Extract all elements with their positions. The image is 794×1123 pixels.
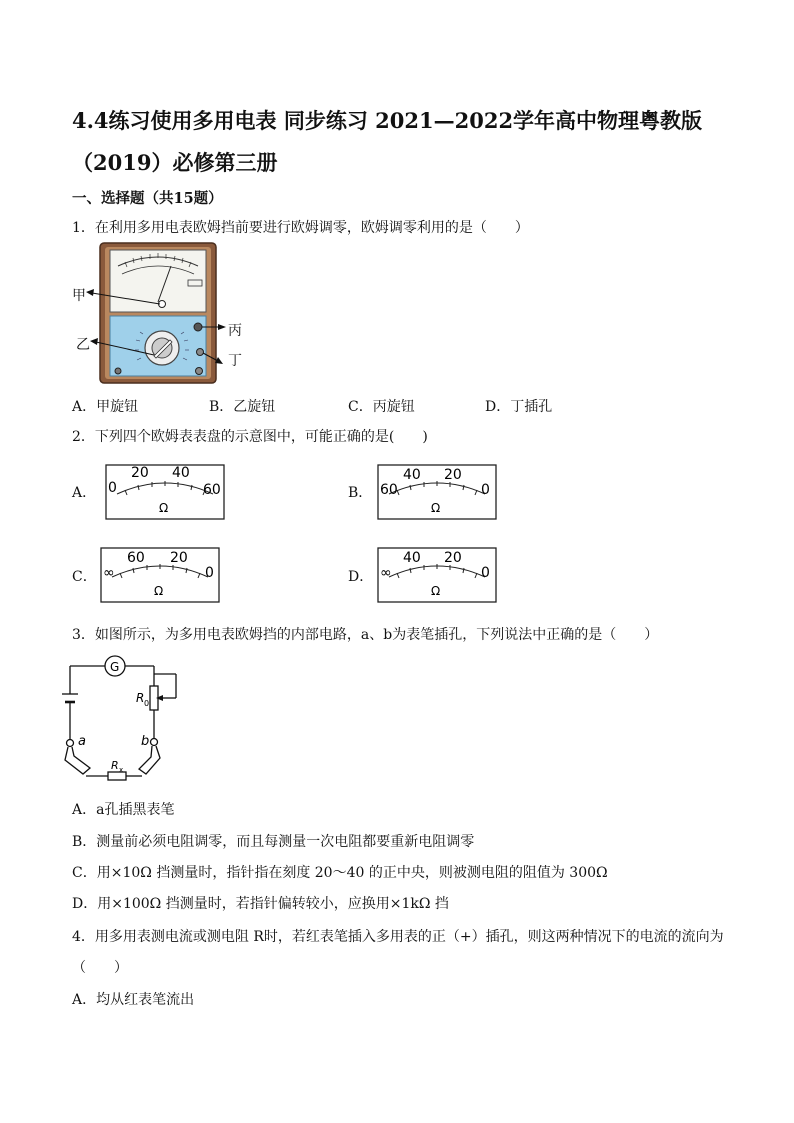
dial-b-unit: Ω: [431, 501, 441, 515]
label-jia: 甲: [72, 288, 86, 304]
q1-option-b: B．乙旋钮: [209, 399, 276, 415]
q4-option-a: A．均从红表笔流出: [72, 992, 195, 1008]
zero-adjust-knob: [194, 323, 202, 331]
q3-option-b: B．测量前必须电阻调零，而且每测量一次电阻都要重新电阻调零: [72, 834, 475, 850]
q2-option-d-letter: D．: [348, 569, 374, 585]
dial-b-left: 60: [380, 482, 398, 498]
circuit-rx-sub: x: [119, 766, 124, 774]
q4-stem-line2: （ ）: [72, 960, 128, 976]
dial-d-left: ∞: [380, 565, 392, 581]
dial-c-unit: Ω: [154, 584, 164, 598]
q3-option-c: C．用×10Ω 挡测量时，指针指在刻度 20～40 的正中央，则被测电阻的阻值为 300Ω: [72, 865, 608, 881]
label-ding: 丁: [228, 353, 242, 369]
q2-option-c-letter: C．: [72, 569, 97, 585]
q1-option-a: A．甲旋钮: [72, 399, 139, 415]
circuit-g-label: G: [110, 660, 120, 674]
q2-option-b-letter: B．: [348, 485, 373, 501]
dial-a-left: 0: [108, 480, 117, 496]
dial-d-right: 0: [481, 565, 490, 581]
dial-a-right: 60: [203, 482, 221, 498]
label-bing: 丙: [228, 323, 242, 339]
circuit-r0-sub: 0: [144, 699, 150, 708]
ohmmeter-circuit: [62, 650, 192, 785]
jack-socket: [197, 349, 204, 356]
circuit-b-label: b: [141, 734, 150, 749]
circuit-a-label: a: [78, 734, 86, 749]
dial-b-right: 0: [481, 482, 490, 498]
q2-option-a-letter: A．: [72, 485, 97, 501]
q3-stem: 3．如图所示，为多用电表欧姆挡的内部电路，a、b为表笔插孔，下列说法中正确的是（ ）: [72, 627, 659, 643]
circuit-rx-label: R: [111, 759, 119, 772]
ohm-dial-a: [105, 464, 225, 520]
dial-b-mid1: 40: [403, 467, 421, 483]
circuit-r0-label: R: [136, 691, 145, 705]
q1-option-d: D．丁插孔: [485, 399, 553, 415]
q4-stem-line1: 4．用多用表测电流或测电阻 R时，若红表笔插入多用表的正（+）插孔，则这两种情况下的电流的流向为: [72, 929, 724, 945]
dial-c-mid2: 20: [170, 550, 188, 566]
section-heading: 一、选择题（共15题）: [72, 190, 223, 207]
ohm-dial-b: [377, 464, 497, 520]
dial-a-unit: Ω: [159, 501, 169, 515]
dial-d-unit: Ω: [431, 584, 441, 598]
q1-option-c: C．丙旋钮: [348, 399, 415, 415]
label-yi: 乙: [76, 337, 90, 353]
q2-stem: 2．下列四个欧姆表表盘的示意图中，可能正确的是( ): [72, 429, 428, 445]
dial-c-left: ∞: [103, 565, 115, 581]
resistor-rx: [108, 772, 126, 780]
dial-a-mid1: 20: [131, 465, 149, 481]
q3-option-d: D．用×100Ω 挡测量时，若指针偏转较小，应换用×1kΩ 挡: [72, 896, 449, 912]
meter-display: [110, 250, 206, 312]
dial-d-mid1: 40: [403, 550, 421, 566]
dial-c-right: 0: [205, 565, 214, 581]
dial-b-mid2: 20: [444, 467, 462, 483]
ohm-dial-d: [377, 547, 497, 603]
ohm-dial-c: [100, 547, 220, 603]
q1-stem: 1．在利用多用电表欧姆挡前要进行欧姆调零，欧姆调零利用的是（ ）: [72, 220, 529, 236]
doc-title-line2: （2019）必修第三册: [72, 150, 278, 175]
q3-option-a: A．a孔插黑表笔: [72, 802, 175, 818]
dial-c-mid1: 60: [127, 550, 145, 566]
dial-d-mid2: 20: [444, 550, 462, 566]
multimeter-figure: [70, 240, 280, 390]
dial-a-mid2: 40: [172, 465, 190, 481]
doc-title-line1: 4.4练习使用多用电表 同步练习 2021—2022学年高中物理粤教版: [72, 108, 703, 133]
